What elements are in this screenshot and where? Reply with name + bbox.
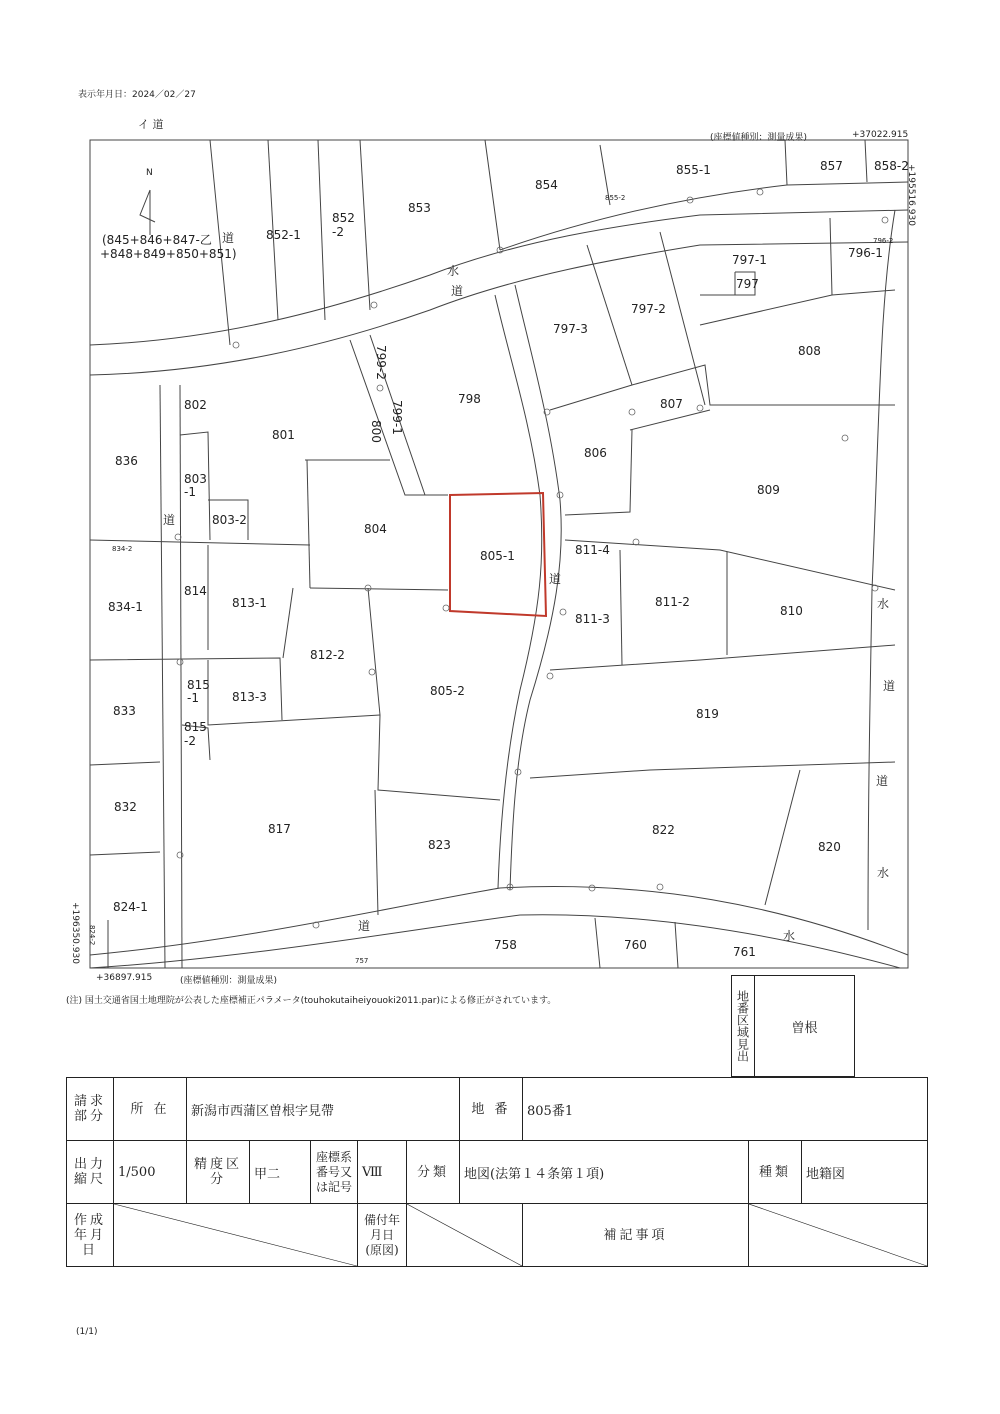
area-index-label: 地番区域見出 bbox=[732, 976, 755, 1076]
road-label: 道 bbox=[883, 679, 896, 693]
parcel-label: -1 bbox=[187, 691, 199, 705]
lot-label: 地 番 bbox=[460, 1078, 523, 1141]
boundary-markers bbox=[175, 189, 888, 928]
coord-top-right: +37022.915 bbox=[852, 130, 909, 140]
road-label: 道 bbox=[163, 513, 176, 527]
parcel-label: 834-1 bbox=[108, 600, 143, 614]
type-value: 地籍図 bbox=[802, 1141, 928, 1204]
parcel-label: -2 bbox=[184, 734, 196, 748]
parcel-label: 813-3 bbox=[232, 690, 267, 704]
page-number: (1/1) bbox=[76, 1327, 98, 1337]
parcel-label: 800 bbox=[369, 420, 383, 443]
area-index-value: 曽根 bbox=[791, 1020, 818, 1036]
coord-type-top: (座標値種別：測量成果) bbox=[710, 133, 808, 143]
parcel-label: 811-2 bbox=[655, 595, 690, 609]
parcel-label: 819 bbox=[696, 707, 719, 721]
road-label: 道 bbox=[358, 919, 371, 933]
parcel-label: 757 bbox=[355, 957, 369, 965]
attached-label: 備付年月日(原図) bbox=[358, 1204, 407, 1267]
coord-left-bottom: +196350.930 bbox=[70, 902, 80, 964]
parcel-labels bbox=[88, 159, 909, 965]
attached-value-empty bbox=[407, 1204, 523, 1267]
parcel-label: 807 bbox=[660, 397, 683, 411]
area-index-box bbox=[731, 975, 855, 1077]
parcel-label: 824-1 bbox=[113, 900, 148, 914]
parcel-label: 854 bbox=[535, 178, 558, 192]
selected-parcel-label: 805-1 bbox=[480, 549, 515, 563]
parcel-label: 797-2 bbox=[631, 302, 666, 316]
road-label: 道 bbox=[876, 774, 889, 788]
parcel-label: 813-1 bbox=[232, 596, 267, 610]
parcel-label: 857 bbox=[820, 159, 843, 173]
created-label: 作成年月日 bbox=[67, 1204, 114, 1267]
parcel-label: 853 bbox=[408, 201, 431, 215]
parcel-label: 803 bbox=[184, 472, 207, 486]
location-value: 新潟市西蒲区曽根字見帶 bbox=[187, 1078, 460, 1141]
parcel-label: 797 bbox=[736, 277, 759, 291]
waterway-label: 水 bbox=[447, 264, 460, 278]
parcel-label: 815 bbox=[187, 678, 210, 692]
accuracy-value: 甲二 bbox=[250, 1141, 311, 1204]
waterway-label: 水 bbox=[783, 929, 796, 943]
coord-system-label: 座標系番号又は記号 bbox=[311, 1141, 358, 1204]
parcel-label: 760 bbox=[624, 938, 647, 952]
parcel-label: 852-1 bbox=[266, 228, 301, 242]
type-label: 種類 bbox=[749, 1141, 802, 1204]
remarks-label: 補記事項 bbox=[523, 1204, 749, 1267]
classification-value: 地図(法第１４条第１項) bbox=[460, 1141, 749, 1204]
parcel-label: 802 bbox=[184, 398, 207, 412]
parcel-label: 761 bbox=[733, 945, 756, 959]
road-label: 道 bbox=[222, 231, 235, 245]
parcel-label: 801 bbox=[272, 428, 295, 442]
coord-right-top: +195516.930 bbox=[906, 164, 916, 226]
coord-type-bottom: (座標値種別：測量成果) bbox=[180, 976, 278, 986]
north-arrow-icon bbox=[140, 190, 155, 235]
waterway-label: 水 bbox=[877, 597, 890, 611]
created-value-empty bbox=[114, 1204, 358, 1267]
lot-value: 805番1 bbox=[523, 1078, 928, 1141]
parcel-label: 832 bbox=[114, 800, 137, 814]
parcel-label: 822 bbox=[652, 823, 675, 837]
location-label: 所 在 bbox=[114, 1078, 187, 1141]
parcel-label: 817 bbox=[268, 822, 291, 836]
parcel-label: 799-2 bbox=[374, 345, 388, 380]
parcel-label: 836 bbox=[115, 454, 138, 468]
road-labels bbox=[163, 231, 895, 943]
parcel-label: 855-2 bbox=[605, 194, 626, 202]
parcel-label: 798 bbox=[458, 392, 481, 406]
combined-parcel-1: (845+846+847-乙 bbox=[102, 233, 212, 247]
waterway-label: 水 bbox=[877, 866, 890, 880]
parcel-label: 812-2 bbox=[310, 648, 345, 662]
scale-label: 出力縮尺 bbox=[67, 1141, 114, 1204]
parcel-label: 833 bbox=[113, 704, 136, 718]
parcel-label: 811-3 bbox=[575, 612, 610, 626]
parcel-label: 815 bbox=[184, 720, 207, 734]
parcel-label: 810 bbox=[780, 604, 803, 618]
classification-label: 分類 bbox=[407, 1141, 460, 1204]
display-date: 表示年月日：2024／02／27 bbox=[78, 90, 196, 100]
parcel-label: 820 bbox=[818, 840, 841, 854]
parcel-label: 803-2 bbox=[212, 513, 247, 527]
parcel-label: 855-1 bbox=[676, 163, 711, 177]
parcel-label: 811-4 bbox=[575, 543, 610, 557]
correction-note: (注) 国土交通省国土地理院が公表した座標補正パラメータ(touhokutaiheiyouoki2011.par)による修正がされています。 bbox=[66, 996, 557, 1006]
parcel-label: 797-3 bbox=[553, 322, 588, 336]
parcel-label: 806 bbox=[584, 446, 607, 460]
road-label: 道 bbox=[451, 284, 464, 298]
accuracy-label: 精度区分 bbox=[187, 1141, 250, 1204]
parcel-label: 824-2 bbox=[88, 925, 96, 946]
parcel-label: 796-1 bbox=[848, 246, 883, 260]
remarks-value-empty bbox=[749, 1204, 928, 1267]
parcel-label: 805-2 bbox=[430, 684, 465, 698]
parcel-label: 814 bbox=[184, 584, 207, 598]
info-table bbox=[66, 1077, 928, 1267]
parcel-label: 858-2 bbox=[874, 159, 909, 173]
parcel-label: -1 bbox=[184, 485, 196, 499]
scale-value: 1/500 bbox=[114, 1141, 187, 1204]
top-road-label: イ 道 bbox=[138, 118, 164, 131]
requester-label: 請求部分 bbox=[67, 1078, 114, 1141]
parcel-label: 809 bbox=[757, 483, 780, 497]
coord-bottom-left: +36897.915 bbox=[96, 973, 153, 983]
parcel-label: 758 bbox=[494, 938, 517, 952]
parcel-label: 834-2 bbox=[112, 545, 133, 553]
north-label: N bbox=[146, 168, 153, 178]
parcel-label: 808 bbox=[798, 344, 821, 358]
parcel-label: 796-2 bbox=[873, 237, 894, 245]
parcel-label: 804 bbox=[364, 522, 387, 536]
parcel-label: 797-1 bbox=[732, 253, 767, 267]
combined-parcel-2: +848+849+850+851) bbox=[100, 247, 237, 261]
parcel-label: 852 bbox=[332, 211, 355, 225]
parcel-label: 799-1 bbox=[390, 400, 404, 435]
road-label: 道 bbox=[549, 572, 562, 586]
parcel-label: -2 bbox=[332, 225, 344, 239]
parcel-label: 823 bbox=[428, 838, 451, 852]
coord-system-value: Ⅷ bbox=[358, 1141, 407, 1204]
